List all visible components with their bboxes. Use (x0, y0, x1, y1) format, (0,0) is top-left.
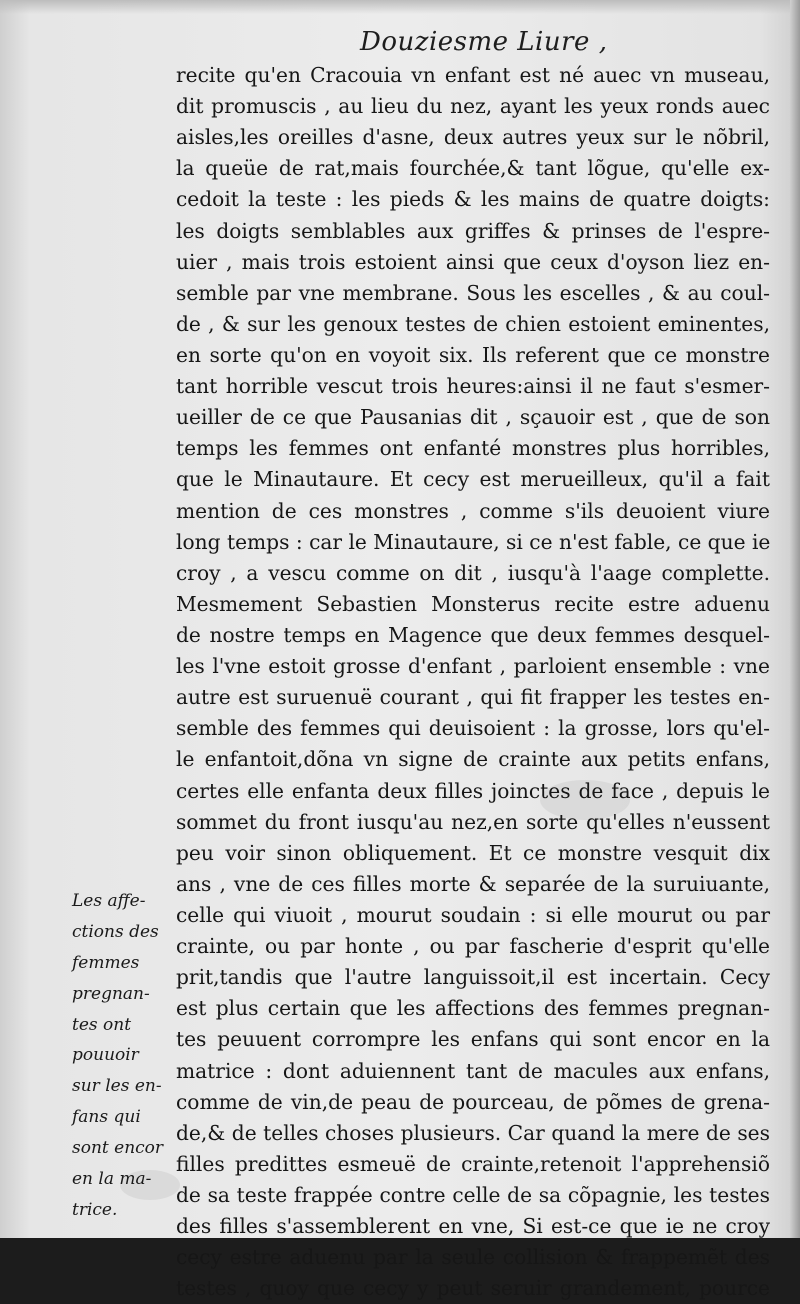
margin-note-line: Les affe- (72, 891, 146, 911)
margin-note-line: trice. (72, 1199, 118, 1220)
text-line: filles predittes esmeuë de crainte,retenoit l'apprehensiõ (176, 1151, 770, 1176)
text-line: les doigts semblables aux griffes & prinses de l'espre- (176, 218, 770, 243)
text-line: prit,tandis que l'autre languissoit,il est incertain. Cecy (176, 965, 770, 990)
text-line: testes , quoy que cecy y peut seruir grandement, pource (176, 1276, 770, 1301)
text-line: de nostre temps en Magence que deux femmes desquel- (176, 622, 770, 647)
text-line: semble des femmes qui deuisoient : la grosse, lors qu'el- (176, 716, 770, 741)
text-line: mention de ces monstres , comme s'ils deuoient viure (176, 498, 770, 523)
text-line: est plus certain que les affections des femmes pregnan- (176, 996, 770, 1021)
text-line: comme de vin,de peau de pourceau, de põmes de grena- (176, 1089, 770, 1114)
text-line: temps les femmes ont enfanté monstres plus horribles, (176, 436, 770, 461)
text-line: aisles,les oreilles d'asne, deux autres yeux sur le nõbril, (176, 125, 770, 150)
text-line: celle qui viuoit , mourut soudain : si elle mourut ou par (176, 902, 770, 927)
text-line: cecy estre aduenu par la seule collision & frappemẽt des (176, 1245, 770, 1270)
running-header: Douziesme Liure , (360, 27, 608, 57)
text-line: uier , mais trois estoient ainsi que ceux d'oyson liez en- (176, 249, 770, 274)
text-line: sommet du front iusqu'au nez,en sorte qu'elles n'eussent (176, 809, 770, 834)
text-line: tes peuuent corrompre les enfans qui sont encor en la (176, 1027, 770, 1052)
page-right-edge (790, 0, 800, 1238)
margin-note-line: femmes (72, 952, 140, 973)
text-line: recite qu'en Cracouia vn enfant est né auec vn museau, (176, 63, 770, 87)
text-line: matrice : dont aduiennent tant de macules aux enfans, (176, 1058, 770, 1083)
text-line: de , & sur les genoux testes de chien estoient eminentes, (176, 311, 770, 336)
margin-note-line: pouuoir (72, 1045, 139, 1066)
text-line: dit promuscis , au lieu du nez, ayant les yeux ronds auec (176, 94, 770, 119)
margin-note-line: en la ma- (72, 1169, 152, 1190)
text-line: ueiller de ce que Pausanias dit , sçauoir est , que de son (176, 405, 770, 430)
text-line: les l'vne estoit grosse d'enfant , parloient ensemble : vne (176, 654, 770, 679)
text-line: peu voir sinon obliquement. Et ce monstre vesquit dix (176, 840, 770, 865)
text-line: le enfantoit,dõna vn signe de crainte aux petits enfans, (176, 747, 770, 772)
text-line: tant horrible vescut trois heures:ainsi il ne faut s'esmer- (176, 374, 770, 399)
text-line: certes elle enfanta deux filles joinctes de face , depuis le (176, 778, 770, 803)
text-line: de sa teste frappée contre celle de sa cõpagnie, les testes (176, 1182, 770, 1207)
text-line: de,& de telles choses plusieurs. Car quand la mere de ses (176, 1120, 770, 1145)
text-line: en sorte qu'on en voyoit six. Ils referent que ce monstre (176, 342, 770, 367)
text-line: croy , a vescu comme on dit , iusqu'à l'aage complette. (176, 560, 770, 585)
text-line: des filles s'assemblerent en vne, Si est-ce que ie ne croy (176, 1214, 770, 1239)
margin-note-line: fans qui (72, 1107, 141, 1128)
page-top-shadow (0, 0, 800, 14)
text-line: cedoit la teste : les pieds & les mains de quatre doigts: (176, 187, 770, 212)
margin-note-line: pregnan- (72, 983, 150, 1004)
text-line: crainte, ou par honte , ou par fascherie d'esprit qu'elle (176, 934, 770, 959)
margin-note-line: ctions des (72, 921, 159, 942)
margin-note-line: sont encor (72, 1138, 164, 1159)
text-line: long temps : car le Minautaure, si ce n'est fable, ce que ie (176, 529, 771, 554)
text-line: autre est suruenuë courant , qui fit frapper les testes en- (176, 685, 770, 710)
text-line: ans , vne de ces filles morte & separée de la suruiuante, (176, 871, 770, 896)
text-line: Mesmement Sebastien Monsterus recite estre aduenu (176, 591, 770, 616)
text-line: semble par vne membrane. Sous les escelles , & au coul- (176, 280, 770, 305)
text-line: que le Minautaure. Et cecy est merueilleux, qu'il a fait (176, 467, 770, 492)
main-text-block (176, 60, 770, 1304)
margin-note-line: sur les en- (72, 1076, 162, 1097)
margin-note-line: tes ont (72, 1014, 132, 1035)
text-line: la queüe de rat,mais fourchée,& tant lõgue, qu'elle ex- (176, 156, 770, 181)
margin-note (72, 886, 178, 1226)
